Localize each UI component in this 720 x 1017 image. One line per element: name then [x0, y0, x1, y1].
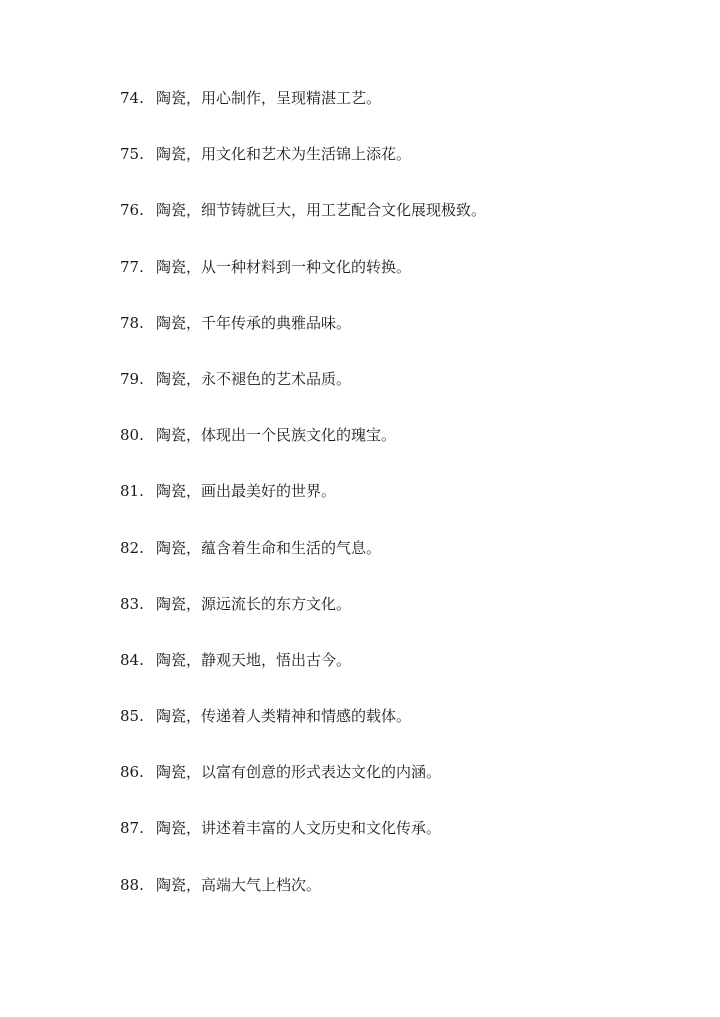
item-text: 陶瓷，千年传承的典雅品味。	[156, 313, 352, 332]
list-item	[120, 367, 486, 423]
list-item	[120, 479, 486, 535]
item-text: 陶瓷，体现出一个民族文化的瑰宝。	[156, 426, 397, 445]
slogan-list	[120, 86, 486, 929]
item-number: 84.	[120, 650, 144, 669]
list-item	[120, 142, 486, 198]
item-number: 77.	[120, 257, 144, 276]
item-text: 陶瓷，讲述着丰富的人文历史和文化传承。	[156, 819, 442, 838]
list-item	[120, 648, 486, 704]
list-item	[120, 423, 486, 479]
item-text: 陶瓷，用文化和艺术为生活锦上添花。	[156, 145, 412, 164]
item-number: 88.	[120, 875, 144, 894]
list-item	[120, 760, 486, 816]
list-item	[120, 86, 486, 142]
list-item	[120, 816, 486, 872]
item-number: 75.	[120, 145, 144, 164]
item-number: 78.	[120, 313, 144, 332]
list-item	[120, 198, 486, 254]
item-text: 陶瓷，从一种材料到一种文化的转换。	[156, 257, 412, 276]
item-text: 陶瓷，静观天地，悟出古今。	[156, 650, 352, 669]
item-text: 陶瓷，源远流长的东方文化。	[156, 594, 352, 613]
item-number: 76.	[120, 201, 144, 220]
item-number: 74.	[120, 89, 144, 107]
item-text: 陶瓷，细节铸就巨大，用工艺配合文化展现极致。	[156, 201, 487, 220]
list-item	[120, 704, 486, 760]
item-text: 陶瓷，以富有创意的形式表达文化的内涵。	[156, 763, 442, 782]
item-number: 80.	[120, 426, 144, 445]
item-number: 87.	[120, 819, 144, 838]
item-number: 81.	[120, 482, 144, 501]
list-item	[120, 255, 486, 311]
item-number: 83.	[120, 594, 144, 613]
item-text: 陶瓷，传递着人类精神和情感的载体。	[156, 707, 412, 726]
list-item	[120, 311, 486, 367]
list-item	[120, 592, 486, 648]
item-text: 陶瓷，用心制作，呈现精湛工艺。	[156, 89, 382, 107]
item-text: 陶瓷，画出最美好的世界。	[156, 482, 337, 501]
item-text: 陶瓷，高端大气上档次。	[156, 875, 322, 894]
item-text: 陶瓷，蕴含着生命和生活的气息。	[156, 538, 382, 557]
list-item	[120, 873, 486, 929]
item-number: 82.	[120, 538, 144, 557]
item-text: 陶瓷，永不褪色的艺术品质。	[156, 369, 352, 388]
item-number: 79.	[120, 369, 144, 388]
list-item	[120, 536, 486, 592]
item-number: 85.	[120, 707, 144, 726]
item-number: 86.	[120, 763, 144, 782]
